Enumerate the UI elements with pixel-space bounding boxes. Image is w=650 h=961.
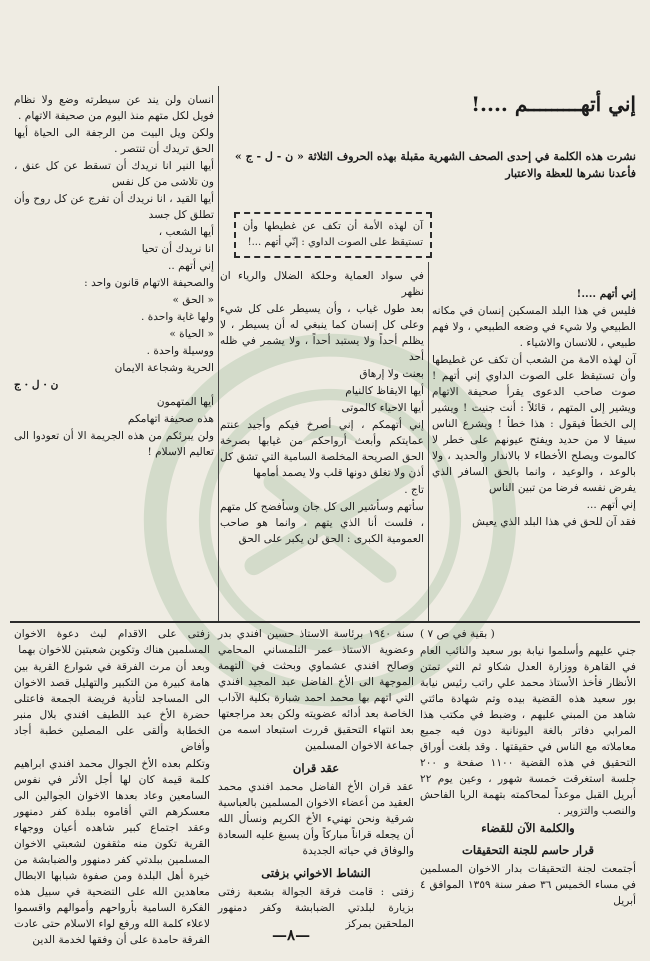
paragraph: أيها الايقاظ كالنيام — [345, 385, 424, 397]
paragraph: زفتى على الاقدام لبث دعوة الاخوان المسلمين هناك وتكوين شعبتين للاخوان بهما — [14, 628, 210, 656]
section-divider — [10, 621, 640, 623]
paragraph: أيها النير انا نريدك أن تسقط عن كل عنق ، ون تلاشى من كل نفس — [14, 160, 214, 188]
paragraph: زفتى : قامت فرقة الجوالة بشعبة زفتى بزيارة لبلدتي الضبابشة وكفر دمنهور الملحقين بمركز — [218, 886, 414, 930]
paragraph: إني أتهم ... — [586, 499, 636, 511]
paragraph: بعد طول غياب ، وأن يسيطر على كل شيء وعلى كل إنسان كما ينبغي له أن يسيطر ، لا يظلم أحداً ولا يستبد أحداً ، ولا يشمر في ظله أحد — [220, 303, 424, 363]
article-bottom-right — [420, 626, 636, 910]
paragraph: سنة ١٩٤٠ برئاسة الاستاذ حسين افندي بدر وعضوية الاستاذ عمر التلمساني المحامي وصالح افندي عشماوي وبحثت في التهمة الموجهة الى الأخ الفاضل عبد المجيد افندي التي اتهم بها محمد احمد شبارة بكلية الآداب الخاصة بعد أدائه عضويته ولكن بعد مراجعتها بعد انتهاء التحقيق قررت استبعاد اسمه من جماعة الاخوان المسلمين — [218, 628, 414, 752]
paragraph: الحرية وشجاعة الايمان — [114, 362, 214, 374]
paragraph: والكلمة الآن للقضاء — [481, 821, 575, 835]
paragraph: سأتهم وسأشير الى كل جان وسأفضح كل متهم ، فلست أنا الذي يتهم ، وانما هو صاحب العمومية الكبرى : الحق لن يكبر على الحق — [220, 501, 424, 545]
headline-intro: نشرت هذه الكلمة في إحدى الصحف الشهرية مقبلة بهذه الحروف الثلاثة « ن - ل - ج » فأعدنا نشرها للعظة والاعتبار — [234, 150, 636, 180]
paragraph: أيها الشعب ، — [158, 226, 214, 238]
paragraph: فليس في هذا البلد المسكين إنسان في مكانه الطبيعي ولا شيء في وضعه الطبيعي ، ولا فهم طبيعي ، للانسان والاشياء . — [432, 305, 636, 349]
paragraph: وبعد أن مرت الفرقة في شوارع القرية بين هامة كبيرة من التكبير والتهليل قصد الاخوان الى المساجد لتأدية فريضة الجمعة فاعتلى حضرة الأخ عبد اللطيف افندي بلال منبر الخطابة وألقى على المصلين خطبة أجاد وأفاض — [14, 661, 210, 753]
paragraph: عقد قران الأخ الفاضل محمد افندي محمد العقيد من أعضاء الاخوان المسلمين بالعباسية شرقية ونحن نهنيء الأخ الكريم ونسأل الله أن يجعله قراناً مباركاً وأن يسبغ عليه السعادة والوفاق في حياته الجديدة — [218, 781, 414, 857]
headline: إني أتهـــــــــم ....! — [471, 92, 636, 116]
paragraph: تاج . — [404, 484, 424, 496]
continuation-note: ( بقية في ص ٧ ) — [420, 628, 495, 640]
paragraph: أجتمعت لجنة التحقيقات بدار الاخوان المسلمين في مساء الخميس ٣٦ صفر سنة ١٣٥٩ الموافق ٤ أبريل — [420, 863, 636, 907]
paragraph: هذه صحيفة اتهامكم — [127, 413, 214, 425]
paragraph: آن لهذه الامة من الشعب أن تكف عن غطيطها وأن تستيقظ على الصوت الداوي إني أتهم ! صوت صاحب الدعوى يقرأ صحيفة الاتهام ويشير إلى المتهم ، قائلاً : أنت جنيت ! ويشير إلى الخطأ فيقول : هذا خطأ ! ويشرع الناس سيفا لا من حديد ويفتح عيونهم على خطر لا كالموت ويصلح الأخطاء لا بالاندار والحديد ، ولا بالوعد ، والوعيد ، وانما بالحق السافر الذي يفرض نفسه فرضا من تبين الناس — [432, 354, 636, 494]
paragraph: « الحياة » — [169, 328, 214, 340]
paragraph: بعنت ولا إرهاق — [359, 368, 424, 380]
page-number: —٨— — [272, 926, 311, 944]
paragraph: ولها غاية واحدة . — [140, 311, 214, 323]
paragraph: انسان ولن يند عن سيطرته وضع ولا نظام فويل لكل متهم منذ اليوم من صحيفة الاتهام . — [14, 94, 214, 122]
article-column-left — [14, 92, 214, 461]
column-divider — [428, 262, 429, 621]
signature-initials: ن · ل · ج — [14, 379, 59, 391]
paragraph: انا نريدك أن تحيا — [141, 243, 214, 255]
article-column-right — [432, 286, 636, 531]
section-title: قرار حاسم للجنة التحقيقات — [462, 843, 594, 857]
paragraph: أيها المتهمون — [156, 396, 214, 408]
article-bottom-middle — [218, 626, 414, 933]
section-title: عقد قران — [292, 761, 340, 775]
paragraph: ولن يبرئكم من هذه الجريمة الا أن تعودوا الى تعاليم الاسلام ! — [14, 430, 214, 458]
paragraph: فقد آن للحق في هذا البلد الذي يعيش — [472, 516, 636, 528]
paragraph: إني أتهم .. — [167, 260, 214, 272]
paragraph: ووسيلة واحدة . — [146, 345, 214, 357]
paragraph: إني أتهمكم ، إني أصرخ فيكم وأجيد عنتم عمايتكم وأبعث أرواحكم من غيابها بصرخة الحق الصريحة المخلصة السامية التي تشق كل أذن ولا تغلق دونها قلب ولا يصمد أمامها — [220, 419, 424, 479]
paragraph: جني عليهم وأسلموا نيابة بور سعيد والنائب العام في القاهرة ووزارة العدل شكاو ثم التي تمتن الأنظار فأخذ الأستاذ محمد علي راتب رئيس نيابة بور سعيد هذه القضية بيده وتم شهادة مائتي شاهد من المبني عليهم ، وضبط في مكتب هذا المرابي دفاتر بالغة اليونانية دون فيه جميع معاملاته مع الناس في حقيقتها . وقد بلغت أوراق التحقيق في هذه القضية ١١٠٠ صفحة و ٢٠٠ جلسة استغرقت خمسة شهور ، وعين يوم ٢٢ أبريل القبل موعداً لمحاكمته بتهمة الربا الفاحش والنصب والتزوير . — [420, 645, 636, 817]
article-bottom-left — [14, 626, 210, 949]
paragraph: والصحيفة الاتهام قانون واحد : — [84, 277, 214, 289]
article-column-middle — [220, 268, 424, 548]
paragraph: أيها الاحياء كالموتى — [341, 402, 424, 414]
paragraph: في سواد العماية وحلكة الضلال والرياء ان نظهر — [220, 270, 424, 298]
section-title: النشاط الاخواني بزفتى — [261, 866, 371, 880]
boxed-quote: آن لهذه الأمة أن تكف عن غطيطها وأن تستيقظ على الصوت الداوي : إنّي أتهم ...! — [234, 212, 432, 258]
paragraph: وتكلم بعده الأخ الجوال محمد افندي ابراهيم كلمة قيمة كان لها أجل الأثر في نفوس السامعين وعاد بعدها الاخوان الجوالين الى معسكرهم التي أقاموه ببلدة كفر دمنهور وعقد اجتماع كبير شاهده أعيان ووجهاء القرية تكون منه مثقفون لشعبتي الاخوان المسلمين ببلدتي كفر دمنهور والضبابشة من خيرة أهل البلدة ومن صفوة شبابها الابطال معاهدين الله على التضحية في سبيل هذه الفكرة السامية بأرواحهم وأموالهم واقسموا لاعلاء كلمة الله ورفع لواء الاسلام حتى عادت الفرقة حامدة على أن وفقها لخدمة الدين — [14, 758, 210, 946]
column-divider — [218, 86, 219, 621]
paragraph: أيها القيد ، انا نريدك أن تفرج عن كل روح وأن تطلق كل جسد — [14, 193, 214, 221]
paragraph: إني أتهم ....! — [576, 288, 636, 300]
paragraph: ولكن ويل البيت من الرجفة الى الحياة أيها الحق تريدك أن تنتصر . — [14, 127, 214, 155]
paragraph: « الحق » — [172, 294, 214, 306]
